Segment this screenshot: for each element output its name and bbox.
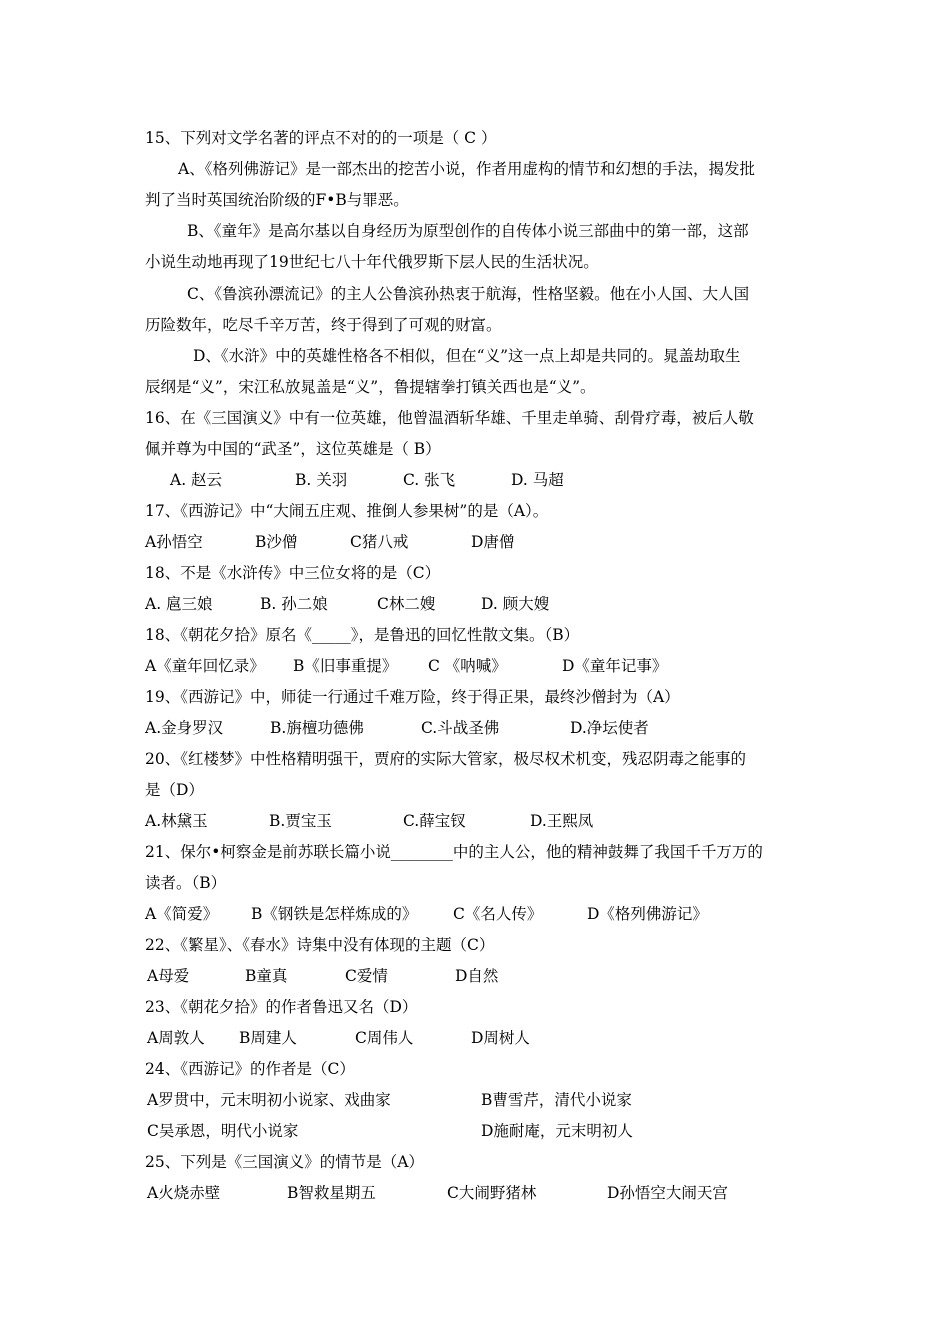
- q19-option: B.旃檀功德佛: [270, 719, 364, 737]
- q20-stem-line1: 20、《红楼梦》中性格精明强干，贾府的实际大管家，极尽权术机变，残忍阴毒之能事的: [145, 750, 746, 768]
- q19-options: [145, 718, 815, 738]
- q17-option: A孙悟空: [145, 533, 203, 551]
- q18b-options: [145, 656, 815, 676]
- q24-option: A罗贯中，元末明初小说家、戏曲家: [147, 1091, 391, 1109]
- q19-option: A.金身罗汉: [145, 719, 224, 737]
- q25-option: A火烧赤壁: [147, 1184, 221, 1202]
- q19-stem: 19、《西游记》中，师徒一行通过千难万险，终于得正果，最终沙僧封为（A）: [145, 688, 680, 706]
- q18a-options: [145, 594, 815, 614]
- q16-stem-line2: 佩并尊为中国的“武圣”，这位英雄是（ B）: [145, 440, 441, 458]
- q19-option: C.斗战圣佛: [421, 719, 500, 737]
- q15-option-b-line2: 小说生动地再现了19世纪七八十年代俄罗斯下层人民的生活状况。: [145, 253, 599, 271]
- q22-option: D自然: [455, 967, 499, 985]
- q16-options: [145, 470, 815, 490]
- q21-option: C《名人传》: [453, 905, 543, 923]
- q21-options: [145, 904, 815, 924]
- q20-stem-line2: 是（D）: [145, 781, 204, 799]
- q21-option: B《钢铁是怎样炼成的》: [251, 905, 418, 923]
- q25-options: [145, 1183, 815, 1203]
- q25-option: B智救星期五: [287, 1184, 376, 1202]
- q24-options-row1: [145, 1090, 815, 1110]
- q21-stem-line2: 读者。（B）: [145, 874, 227, 892]
- q15-option-c-line1: C、《鲁滨孙漂流记》的主人公鲁滨孙热衷于航海，性格坚毅。他在小人国、大人国: [187, 285, 750, 303]
- q25-option: D孙悟空大闹天宫: [607, 1184, 728, 1202]
- q22-stem: 22、《繁星》、《春水》诗集中没有体现的主题（C）: [145, 936, 495, 954]
- q21-option: A《简爱》: [145, 905, 219, 923]
- q20-option: B.贾宝玉: [269, 812, 332, 830]
- q17-option: B沙僧: [255, 533, 298, 551]
- q24-stem: 24、《西游记》的作者是（C）: [145, 1060, 355, 1078]
- q15-option-a-line1: A、《格列佛游记》是一部杰出的挖苦小说，作者用虚构的情节和幻想的手法，揭发批: [178, 160, 755, 178]
- q24-option: D施耐庵，元末明初人: [481, 1122, 633, 1140]
- q22-option: A母爱: [147, 967, 190, 985]
- q24-option: B曹雪芹，清代小说家: [481, 1091, 632, 1109]
- q16-option: A. 赵云: [170, 471, 223, 489]
- q21-stem-line1: 21、保尔•柯察金是前苏联长篇小说________中的主人公，他的精神鼓舞了我国千千万万的: [145, 843, 763, 861]
- q17-option: C猪八戒: [350, 533, 409, 551]
- q16-option: B. 关羽: [295, 471, 348, 489]
- q15-option-b-line1: B、《童年》是高尔基以自身经历为原型创作的自传体小说三部曲中的第一部，这部: [187, 222, 749, 240]
- q16-stem-line1: 16、在《三国演义》中有一位英雄，他曾温酒斩华雄、千里走单骑、刮骨疗毒，被后人敬: [145, 409, 754, 427]
- q21-option: D《格列佛游记》: [587, 905, 708, 923]
- q20-option: C.薛宝钗: [403, 812, 466, 830]
- q23-option: C周伟人: [355, 1029, 414, 1047]
- q25-option: C大闹野猪林: [447, 1184, 537, 1202]
- q15-option-a-line2: 判了当时英国统治阶级的F•B与罪恶。: [145, 191, 409, 209]
- q18b-option: D《童年记事》: [562, 657, 668, 675]
- q20-options: [145, 811, 815, 831]
- q22-option: C爱情: [345, 967, 388, 985]
- q18b-option: A《童年回忆录》: [145, 657, 265, 675]
- q25-stem: 25、下列是《三国演义》的情节是（A）: [145, 1153, 424, 1171]
- q17-options: [145, 532, 815, 552]
- q18a-option: B. 孙二娘: [260, 595, 328, 613]
- q16-option: D. 马超: [511, 471, 564, 489]
- q18b-stem: 18、《朝花夕拾》原名《_____》，是鲁迅的回忆性散文集。（B）: [145, 626, 580, 644]
- q20-option: A.林黛玉: [145, 812, 208, 830]
- q20-option: D.王熙凤: [530, 812, 594, 830]
- q19-option: D.净坛使者: [570, 719, 649, 737]
- q24-options-row2: [145, 1121, 815, 1141]
- q23-option: B周建人: [239, 1029, 297, 1047]
- q18a-option: A. 扈三娘: [145, 595, 213, 613]
- q18b-option: C 《呐喊》: [428, 657, 507, 675]
- q18b-option: B《旧事重提》: [293, 657, 398, 675]
- q18a-stem: 18、不是《水浒传》中三位女将的是（C）: [145, 564, 441, 582]
- q23-stem: 23、《朝花夕拾》的作者鲁迅又名（D）: [145, 998, 418, 1016]
- q23-options: [145, 1028, 815, 1048]
- q23-option: D周树人: [471, 1029, 530, 1047]
- q23-option: A周敦人: [147, 1029, 205, 1047]
- q24-option: C吴承恩，明代小说家: [147, 1122, 299, 1140]
- q15-option-d-line1: D、《水浒》中的英雄性格各不相似，但在“义”这一点上却是共同的。晁盖劫取生: [193, 347, 741, 365]
- q15-option-d-line2: 辰纲是“义”，宋江私放晁盖是“义”，鲁提辖拳打镇关西也是“义”。: [145, 378, 596, 396]
- q16-option: C. 张飞: [403, 471, 456, 489]
- q17-option: D唐僧: [471, 533, 515, 551]
- q18a-option: C林二嫂: [377, 595, 436, 613]
- q22-option: B童真: [245, 967, 288, 985]
- q15-stem: 15、下列对文学名著的评点不对的的一项是（ C ）: [145, 129, 497, 147]
- q18a-option: D. 顾大嫂: [481, 595, 550, 613]
- q22-options: [145, 966, 815, 986]
- q15-option-c-line2: 历险数年，吃尽千辛万苦，终于得到了可观的财富。: [145, 316, 502, 334]
- q17-stem: 17、《西游记》中“大闹五庄观、推倒人参果树”的是（A）。: [145, 502, 549, 520]
